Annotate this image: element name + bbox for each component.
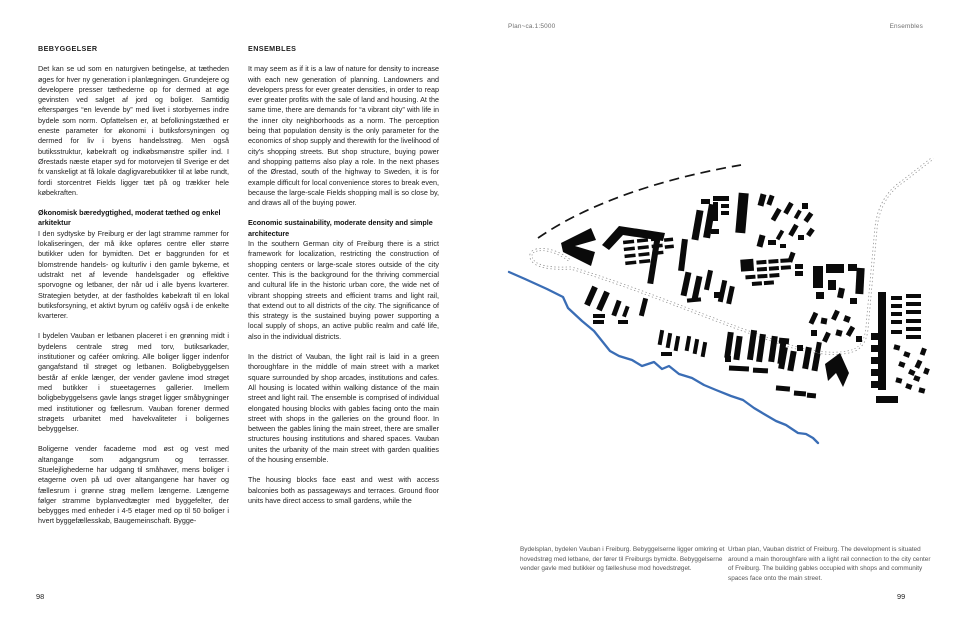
column-danish — [38, 44, 229, 537]
paragraph: Boligerne vender facaderne mod øst og vest med altangange som adgangsrum og terrasser. Stuelejlighederne har udgang til småhaver, mens boliger i etagerne oven på ud over altangangene har haver og fællesrum i grønne strøg mellem længerne. Længerne følger stramme byplanvedtægter med byggefelter, der bebygges med enheder i 4-5 etager med op til 50 boliger i hvert byggefællesskab, Baugemeinschaft. Bygge- — [38, 444, 229, 526]
paragraph: I den sydtyske by Freiburg er der lagt stramme rammer for lokaliseringen, der må ikke opføres centre eller større butikker uden for bymidten. Det er baggrunden for et blomstrende handels- og kulturliv i den gamle bykerne, et udstrakt net af levende handelsgader og effektive sporvogne og letbaner, der når ud i alle byens kvarterer. Strategien betyder, at der fastholdes købekraft til en lokal butiksforsyning, et aktivt byrum og caféliv også i de enkelte kvarterer. — [38, 228, 229, 321]
column-header-danish: BEBYGGELSER — [38, 44, 98, 53]
paragraph: Det kan se ud som en naturgiven betingelse, at tætheden øges for hver ny generation i planlægningen. Grundejere og developere presser tæthederne op for dermed at øge gevinsten ved salget af jord og boliger. Samtidig efterspørges “en levende by” med livet i storbyernes indre bydele som norm. Opfattelsen er, at befolkningstæthed er eneste parameter for økonomi i butiksforsyningen og dermed for liv i byens handelsstrøg. Men også butiksstruktur, købekraft og indkøbsmønstre spiller ind. I Ørestads næste etaper syd for motorvejen til Sverige er det fx vanskeligt at få lokale dagligvarebutikker til at løbe rundt, fordi storcentret Fields ligger tæt på og trækker hele købekraften. — [38, 64, 229, 197]
plan-scale-label: Plan~ca.1:5000 — [508, 23, 556, 30]
paragraph: The housing blocks face east and west with access balconies both as passageways and terraces. Ground floor units have direct access to small gardens, while the — [248, 475, 439, 505]
paragraph: I bydelen Vauban er letbanen placeret i en grønning midt i bydelens centrale strøg med torv, butiksarkader, institutioner og caféer omkring. Alle boliger ligger indenfor gangafstand til strøget og letbanen. Boligbebyggelsen består af enkle længer, der vender gavlene imod strøget med butikker i stueetagernes gallerier. Imellem boligbebyggelsens gavle langs strøget ligger småbygninger med institutioner og fællesrum. Vauban forener dermed strøgets urbanitet med havekvaliteter i boligernes bebyggelser. — [38, 331, 229, 434]
column-english — [248, 44, 439, 516]
vauban-figure-ground-plan — [505, 140, 955, 535]
paragraph: It may seem as if it is a law of nature for density to increase with each new generation of planning. Landowners and developers press for ever greater densities, in order to reap ever greater profits with the sale of land and housing. At the same time, there are demands for “a vibrant city” with life in the inner city neighborhoods as a norm. The perception being that population density is the only parameter for the economics of shop supply and therewith for the livelihood of city's shopping streets. But shop structure, buying power and shopping patterns also play a role. In the next phases of the Ørestad, south of the highway to Sweden, it is for example difficult for local convenience stores to break even, because the large-scale Fields shopping mall is so close by, and draws all of the buying power. — [248, 64, 439, 208]
subheading-english: Economic sustainability, moderate density and simple architecture — [248, 218, 433, 238]
paragraph: In the southern German city of Freiburg there is a strict framework for localization, restricting the construction of shopping centers or large-scale stores outside of the city center. This is the background for the thriving commercial and cultural life in the historic urban core, the wide net of vibrant shopping streets and efficient trams and light rail, that extend out to all districts of the city. The significance of this strategy is the sustained buying power supporting a local supply of shops, an active public realm and café life, also in the individual districts. — [248, 239, 439, 341]
map-caption-danish: Bydelsplan, bydelen Vauban i Freiburg. Bebyggelserne ligger omkring et hovedstrøg med letbane, der fører til Freiburgs bymidte. Bebyggelserne vender gavle med butikker og fælleshuse mod hovedstrøget. — [520, 546, 725, 573]
paragraph: In the district of Vauban, the light rail is laid in a green thoroughfare in the middle of main street with a market square surrounded by shop arcades, institutions and cafes. All housing is located within walking distance of the main street and light rail. The ensemble is comprised of individual elongated housing blocks with gables facing onto the main street with shops in the galleries on the ground floor. In between the gables lining the main street, there are smaller structures housing institutions and shared spaces. Vauban unites the urbanity of the main street with garden qualities of the housing ensemble. — [248, 352, 439, 464]
page-number-left: 98 — [36, 592, 45, 601]
page-number-right: 99 — [897, 592, 906, 601]
buildings-layer — [561, 193, 930, 403]
column-header-english: ENSEMBLES — [248, 44, 297, 53]
subheading-danish: Økonomisk bæredygtighed, moderat tæthed og enkel arkitektur — [38, 208, 221, 228]
map-caption-english: Urban plan, Vauban district of Freiburg. The development is situated around a main thoroughfare with a light rail connection to the city center of Freiburg. The building gables occupied with shops and community spaces face onto the main street. — [728, 546, 931, 582]
running-head-section: Ensembles — [889, 23, 923, 30]
urban-plan-map — [505, 140, 955, 535]
